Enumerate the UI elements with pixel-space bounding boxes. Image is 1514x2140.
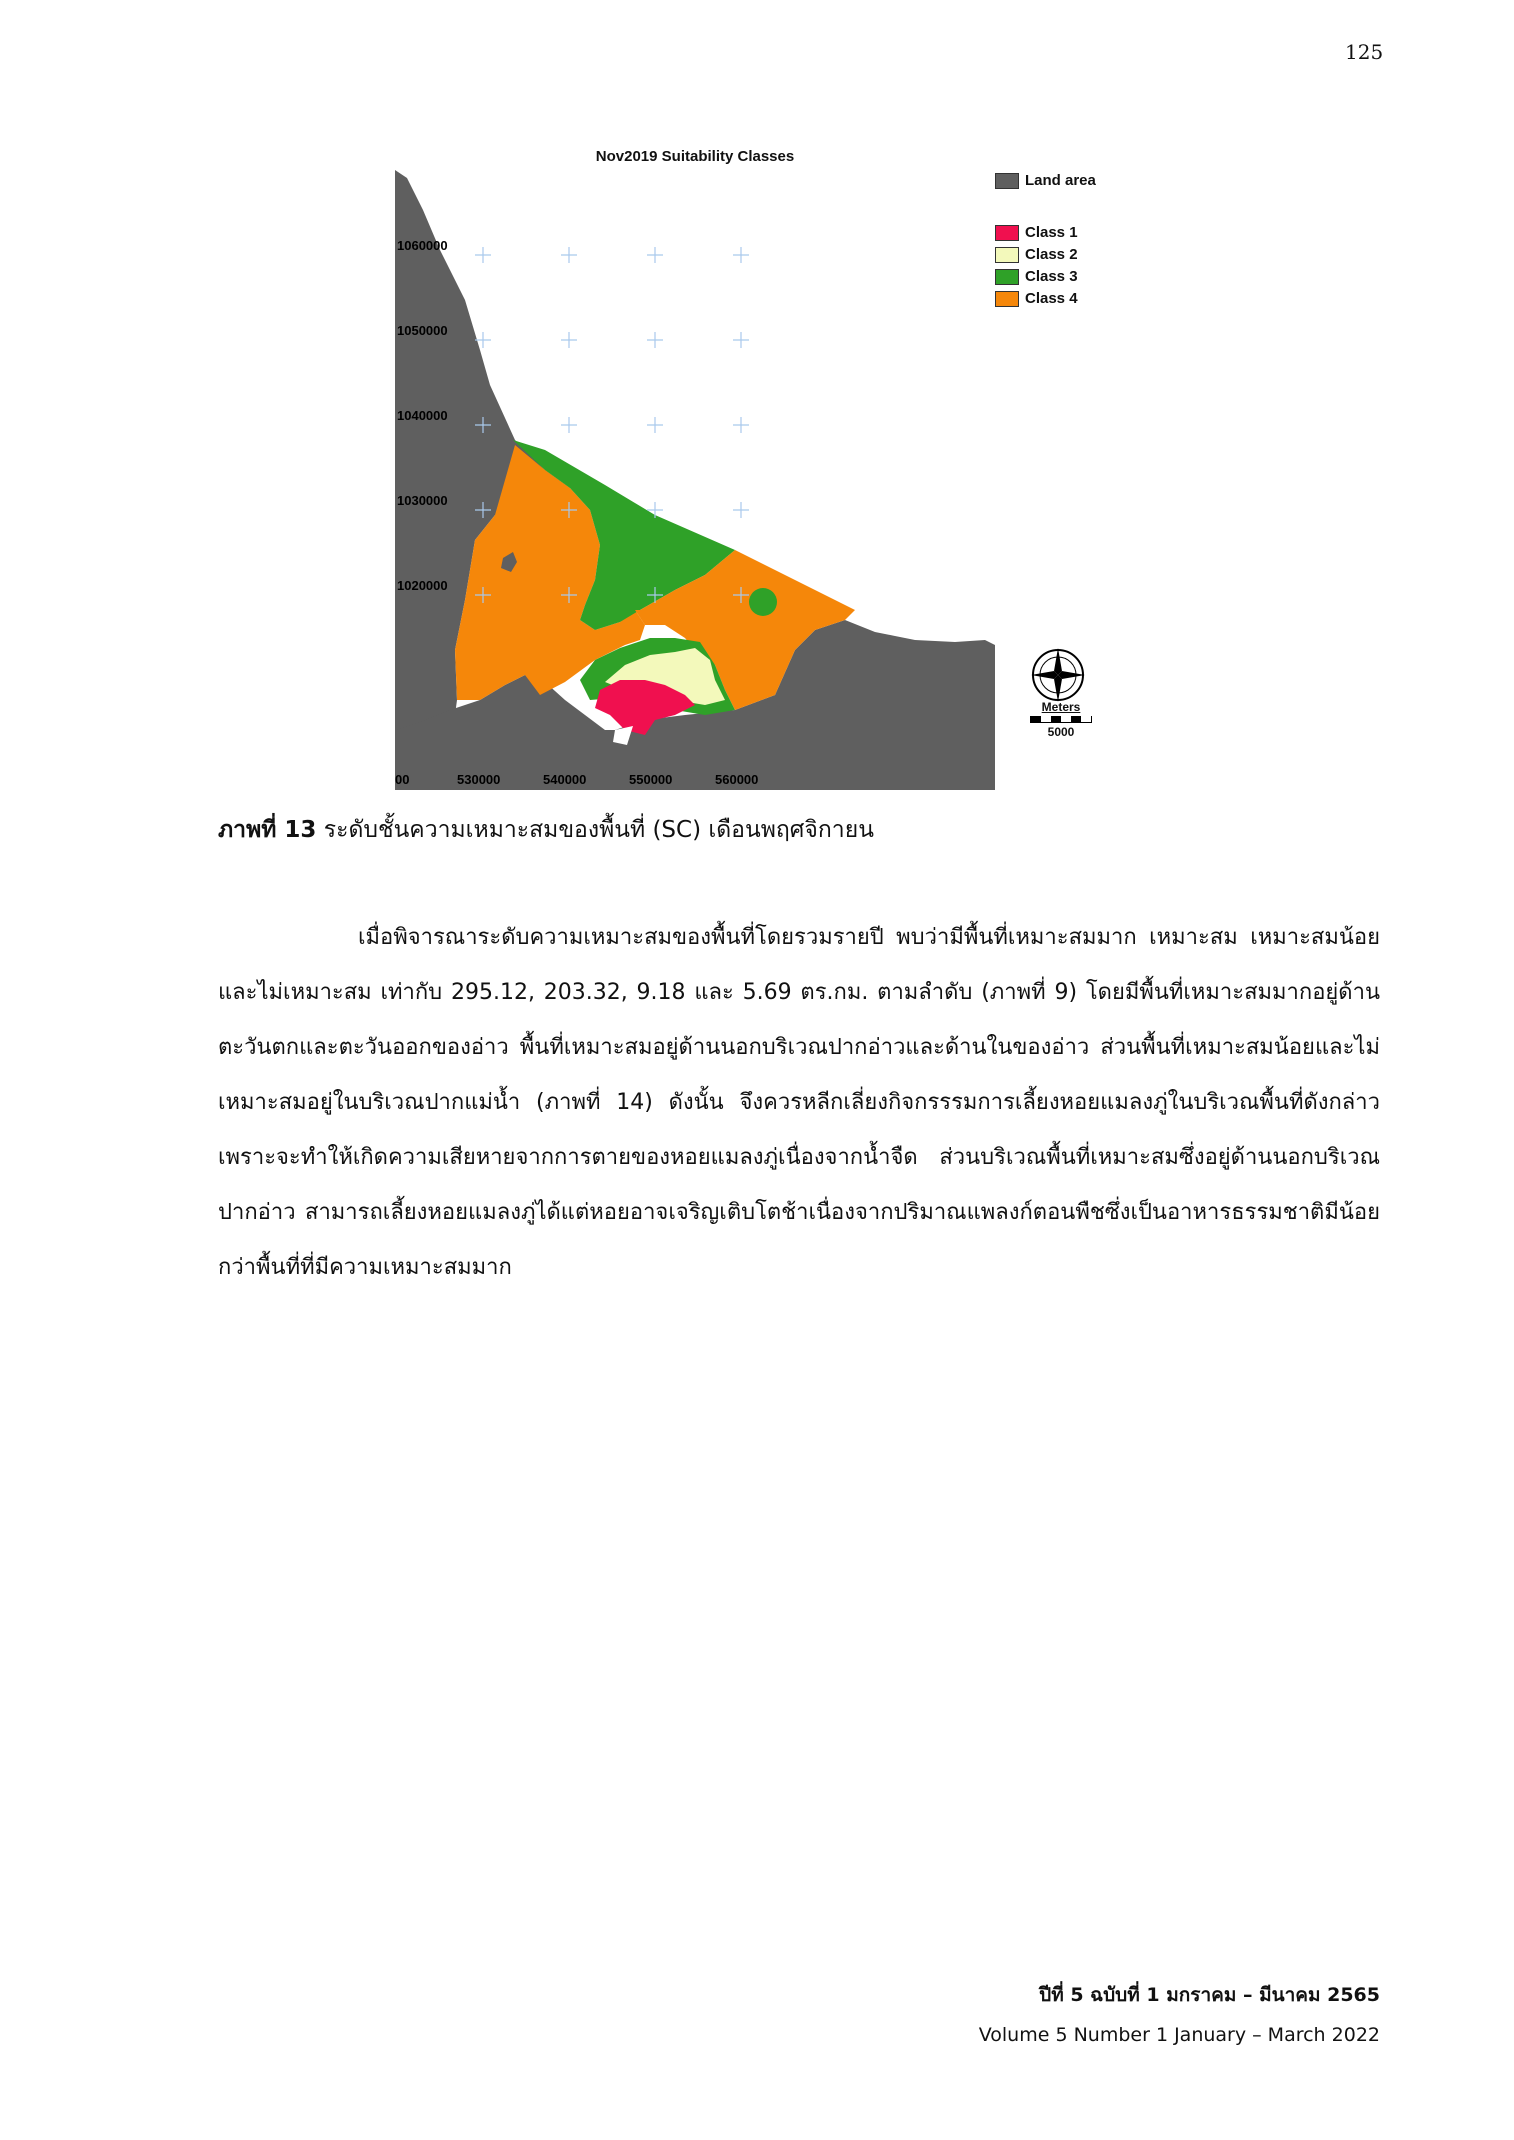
legend-label: Class 3 — [1025, 268, 1078, 285]
legend-item-land — [995, 172, 1096, 189]
scale-unit: Meters — [1041, 700, 1081, 714]
figure-caption — [218, 812, 874, 848]
map-title: Nov2019 Suitability Classes — [595, 148, 795, 165]
legend-swatch — [995, 291, 1019, 307]
legend-item-class-4 — [995, 290, 1078, 307]
legend-label: Land area — [1025, 172, 1096, 189]
page-footer — [979, 1975, 1380, 2055]
y-tick-label: 1030000 — [397, 493, 448, 508]
legend-swatch — [995, 173, 1019, 189]
legend-swatch — [995, 247, 1019, 263]
page-number: 125 — [1345, 40, 1384, 64]
scale-bar — [1030, 700, 1092, 739]
x-tick-label: 540000 — [543, 772, 587, 787]
footer-english: Volume 5 Number 1 January – March 2022 — [978, 2024, 1380, 2046]
legend-item-class-2 — [995, 246, 1078, 263]
legend-label: Class 1 — [1025, 224, 1078, 241]
y-tick-label: 1050000 — [397, 323, 448, 338]
x-tick-label: 550000 — [629, 772, 673, 787]
x-tick-label: 530000 — [457, 772, 501, 787]
suitability-map — [395, 170, 995, 790]
legend-swatch — [995, 225, 1019, 241]
y-tick-label: 1060000 — [397, 238, 448, 253]
footer-thai: ปีที่ 5 ฉบับที่ 1 มกราคม – มีนาคม 2565 — [1039, 1984, 1380, 2006]
legend-label: Class 2 — [1025, 246, 1078, 263]
body-paragraph: เมื่อพิจารณาระดับความเหมาะสมของพื้นที่โดยรวมรายปี พบว่ามีพื้นที่เหมาะสมมาก เหมาะสม เหมาะสมน้อย และไม่เหมาะสม เท่ากับ 295.12, 203.32, 9.18 และ 5.69 ตร.กม. ตามลำดับ (ภาพที่ 9) โดยมีพื้นที่เหมาะสมมากอยู่ด้านตะวันตกและตะวันออกของอ่าว พื้นที่เหมาะสมอยู่ด้านนอกบริเวณปากอ่าวและด้านในของอ่าว ส่วนพื้นที่เหมาะสมน้อยและไม่เหมาะสมอยู่ในบริเวณปากแม่น้ำ (ภาพที่ 14) ดังนั้น จึงควรหลีกเลี่ยงกิจกรรรมการเลี้ยงหอยแมลงภู่ในบริเวณพื้นที่ดังกล่าว เพราะจะทำให้เกิดความเสียหายจากการตายของหอยแมลงภู่เนื่องจากน้ำจืด ส่วนบริเวณพื้นที่เหมาะสมซึ่งอยู่ด้านนอกบริเวณปากอ่าว สามารถเลี้ยงหอยแมลงภู่ได้แต่หอยอาจเจริญเติบโตช้าเนื่องจากปริมาณแพลงก์ตอนพืชซึ่งเป็นอาหารธรรมชาติมีน้อยกว่าพื้นที่ที่มีความเหมาะสมมาก — [218, 925, 1380, 1280]
legend-swatch — [995, 269, 1019, 285]
x-tick-label: 560000 — [715, 772, 759, 787]
y-tick-label: 1040000 — [397, 408, 448, 423]
legend-item-class-1 — [995, 224, 1078, 241]
class-3-zone-island — [749, 588, 777, 616]
caption-label: ภาพที่ 13 — [218, 817, 317, 843]
caption-text: ระดับชั้นความเหมาะสมของพื้นที่ (SC) เดือนพฤศจิกายน — [316, 817, 874, 843]
north-arrow-icon — [1028, 645, 1088, 705]
y-tick-label: 1020000 — [397, 578, 448, 593]
scale-bar-line — [1030, 716, 1092, 723]
legend-label: Class 4 — [1025, 290, 1078, 307]
legend-item-class-3 — [995, 268, 1078, 285]
scale-value: 5000 — [1047, 725, 1075, 739]
suitability-map-figure — [395, 140, 1135, 785]
x-tick-label: 00 — [395, 772, 410, 787]
